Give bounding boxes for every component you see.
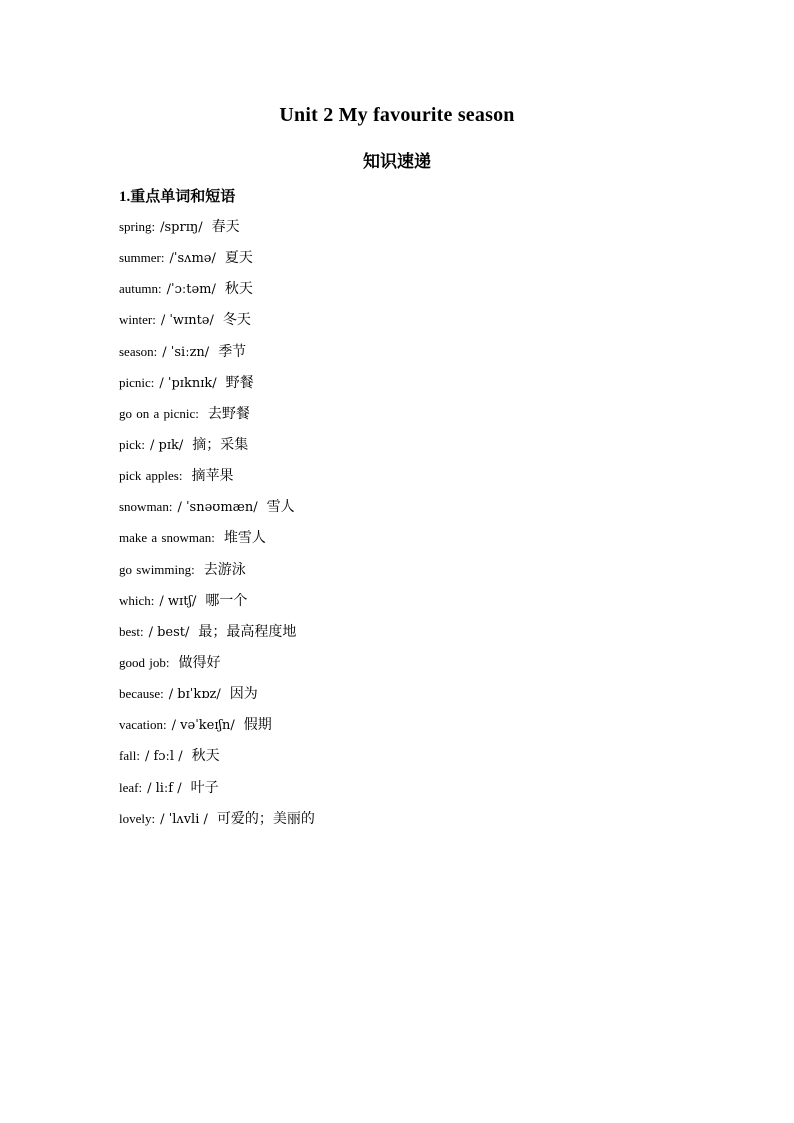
vocab-meaning: 摘；采集	[192, 436, 249, 453]
vocab-term: picnic:	[119, 374, 155, 390]
vocab-meaning: 假期	[243, 717, 272, 734]
vocab-item	[119, 433, 315, 464]
vocab-item	[119, 495, 315, 526]
vocab-meaning: 堆雪人	[223, 530, 266, 547]
vocab-phonetic: /sprɪŋ/	[160, 220, 203, 235]
vocab-phonetic: / ˈsnəʊmæn/	[177, 500, 258, 516]
vocab-term: pick apples:	[119, 468, 183, 484]
vocab-item	[119, 620, 315, 651]
page-subtitle: 知识速递	[363, 152, 431, 172]
vocab-list	[119, 215, 315, 838]
section-heading-text: 重点单词和短语	[130, 187, 236, 205]
vocab-item	[119, 744, 315, 775]
vocab-term: summer:	[119, 250, 165, 266]
vocab-item	[119, 402, 315, 433]
vocab-item	[119, 589, 315, 620]
vocab-meaning: 因为	[229, 686, 258, 703]
vocab-phonetic: / ˈsiːzn/	[162, 344, 210, 360]
vocab-item	[119, 308, 315, 339]
vocab-meaning: 季节	[218, 343, 247, 360]
vocab-term: pick:	[119, 436, 145, 452]
vocab-term: autumn:	[119, 281, 162, 297]
vocab-phonetic: / best/	[148, 624, 190, 640]
vocab-item	[119, 651, 315, 682]
vocab-term: spring:	[119, 219, 156, 234]
vocab-term: because:	[119, 686, 164, 702]
vocab-item	[119, 464, 315, 495]
vocab-meaning: 秋天	[224, 281, 253, 298]
vocab-term: good job:	[119, 654, 170, 670]
vocab-term: which:	[119, 592, 155, 608]
vocab-item	[119, 776, 315, 807]
section-heading	[119, 185, 235, 206]
vocab-term: lovely:	[119, 810, 156, 826]
vocab-meaning: 春天	[211, 219, 240, 235]
vocab-term: snowman:	[119, 499, 173, 515]
vocab-meaning: 秋天	[191, 748, 220, 765]
vocab-term: go swimming:	[119, 561, 195, 577]
vocab-meaning: 去游泳	[203, 561, 246, 578]
vocab-meaning: 冬天	[222, 312, 251, 329]
vocab-meaning: 夏天	[224, 250, 253, 267]
vocab-meaning: 去野餐	[207, 405, 250, 422]
vocab-meaning: 最；最高程度地	[198, 623, 297, 640]
vocab-item	[119, 526, 315, 557]
vocab-phonetic: / fɔːl /	[144, 749, 183, 765]
vocab-item	[119, 340, 315, 371]
vocab-term: make a snowman:	[119, 530, 215, 546]
vocab-term: winter:	[119, 312, 156, 328]
vocab-phonetic: /ˈɔːtəm/	[166, 282, 216, 298]
vocab-phonetic: /ˈsʌmə/	[169, 251, 216, 267]
vocab-meaning: 野餐	[225, 374, 254, 391]
vocab-phonetic: / ˈpɪknɪk/	[159, 375, 217, 391]
vocab-meaning: 摘苹果	[191, 468, 234, 485]
vocab-item	[119, 371, 315, 402]
vocab-phonetic: / bɪˈkɒz/	[168, 687, 221, 703]
vocab-meaning: 叶子	[190, 779, 219, 796]
vocab-meaning: 雪人	[266, 499, 295, 516]
vocab-phonetic: / vəˈkeɪʃn/	[171, 718, 235, 734]
vocab-item	[119, 807, 315, 838]
vocab-term: leaf:	[119, 779, 143, 795]
vocab-phonetic: / wɪtʃ/	[159, 593, 197, 609]
vocab-phonetic: / ˈwɪntə/	[160, 313, 214, 329]
vocab-meaning: 哪一个	[205, 592, 248, 609]
vocab-item	[119, 713, 315, 744]
vocab-term: best:	[119, 623, 144, 639]
vocab-phonetic: / pɪk/	[150, 437, 184, 453]
vocab-item	[119, 558, 315, 589]
page-title: Unit 2 My favourite season	[279, 104, 515, 126]
vocab-item	[119, 682, 315, 713]
vocab-item	[119, 246, 315, 277]
vocab-term: fall:	[119, 748, 140, 764]
vocab-meaning: 可爱的；美丽的	[216, 810, 315, 827]
vocab-phonetic: / liːf /	[147, 780, 182, 796]
vocab-phonetic: / ˈlʌvli /	[160, 811, 208, 827]
vocab-term: season:	[119, 343, 158, 359]
section-number: 1.	[119, 189, 131, 205]
vocab-term: go on a picnic:	[119, 405, 199, 421]
vocab-item	[119, 277, 315, 308]
vocab-meaning: 做得好	[178, 654, 221, 671]
vocab-item	[119, 215, 315, 246]
vocab-term: vacation:	[119, 717, 167, 733]
